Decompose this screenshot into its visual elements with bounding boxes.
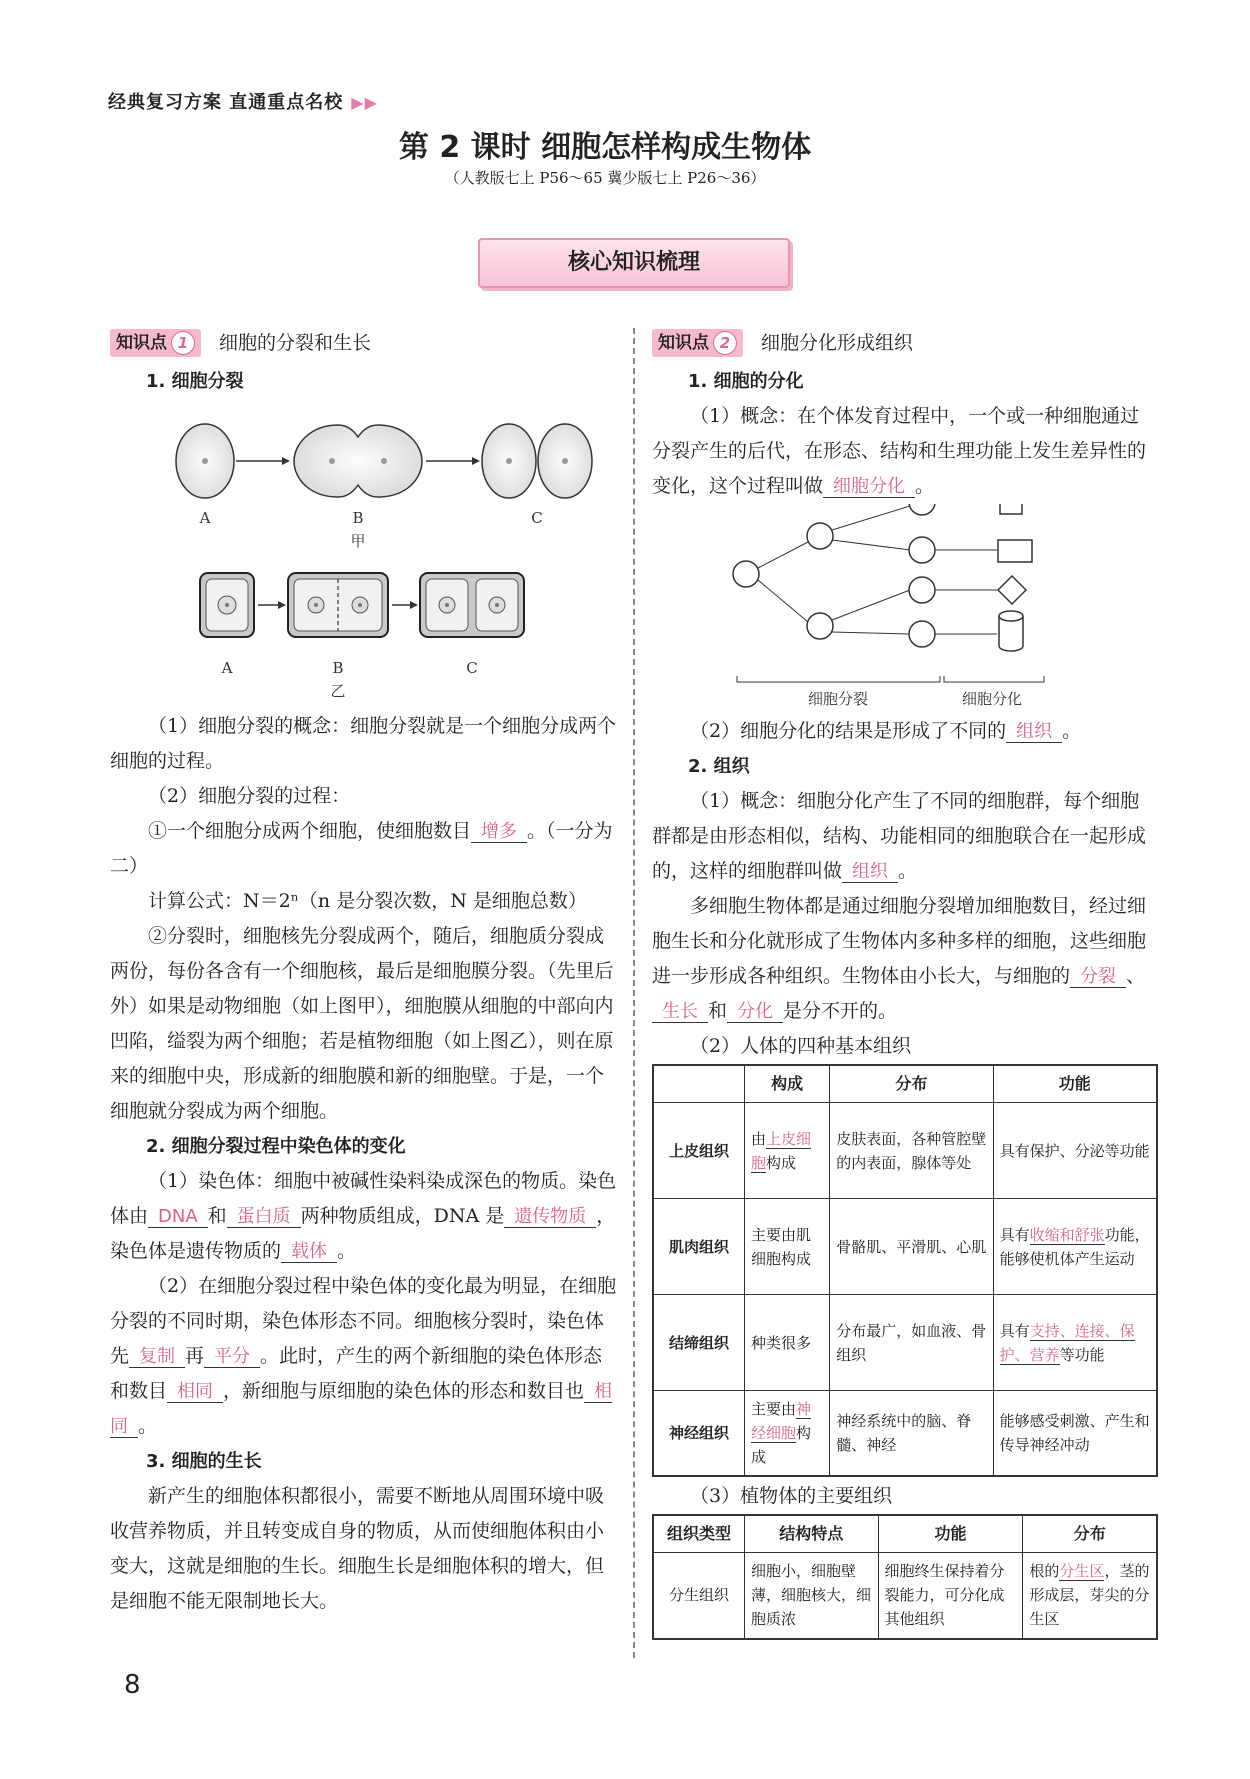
human-tissue-table bbox=[652, 1064, 1158, 1477]
para-chromosome-change bbox=[110, 1269, 618, 1444]
knowledge-point-2 bbox=[652, 326, 1158, 360]
text: 。此时，产生的两个新细胞的染色体形态和数目 bbox=[110, 1345, 603, 1402]
table-row bbox=[653, 1103, 1157, 1199]
tissue-name: 结缔组织 bbox=[653, 1295, 745, 1391]
left-column bbox=[110, 326, 618, 1619]
text: ①一个细胞分成两个细胞，使细胞数目 bbox=[148, 820, 472, 842]
label-c-top: C bbox=[531, 509, 543, 527]
para-tissue-concept bbox=[652, 784, 1158, 889]
table-header: 分布 bbox=[1023, 1515, 1157, 1553]
answer-differentiation: 分化 bbox=[727, 1001, 783, 1023]
label-c-bottom: C bbox=[466, 659, 478, 677]
answer: 上皮细胞 bbox=[751, 1129, 812, 1172]
distribution-cell: 皮肤表面，各种管腔壁的内表面，腺体等处 bbox=[830, 1103, 993, 1199]
tissue-name: 肌肉组织 bbox=[653, 1199, 745, 1295]
answer-tissue-2: 组织 bbox=[842, 861, 898, 883]
para-division-process: （2）细胞分裂的过程： bbox=[148, 785, 351, 807]
text: 。（一分为二） bbox=[110, 820, 613, 877]
answer: 收缩和舒张 bbox=[1029, 1225, 1105, 1244]
text: 和 bbox=[207, 1205, 227, 1227]
text: 是分不开的。 bbox=[783, 1000, 898, 1022]
page-subtitle: （人教版七上 P56～65 冀少版七上 P26～36） bbox=[444, 169, 766, 187]
plant-tissue-table bbox=[652, 1514, 1158, 1640]
animal-cell-b bbox=[294, 425, 422, 497]
text: 根的 bbox=[1029, 1562, 1060, 1581]
composition-cell bbox=[745, 1391, 830, 1477]
kp-label: 知识点 bbox=[116, 333, 167, 353]
distribution-cell: 分布最广，如血液、骨组织 bbox=[830, 1295, 993, 1391]
answer-same-1: 相同 bbox=[167, 1381, 223, 1403]
text: 构成 bbox=[751, 1424, 812, 1466]
text: （1）概念：在个体发育过程中，一个或一种细胞通过分裂产生的后代，在形态、结构和生理功能上发生差异性的变化，这个过程叫做 bbox=[652, 405, 1147, 497]
text: 。 bbox=[1062, 720, 1082, 742]
text: 等功能 bbox=[1059, 1345, 1105, 1364]
label-cell-division: 细胞分裂 bbox=[807, 690, 869, 708]
composition-cell bbox=[745, 1199, 830, 1295]
table-row bbox=[653, 1199, 1157, 1295]
text: 多细胞生物体都是通过细胞分裂增加细胞数目，经过细胞生长和分化就形成了生物体内多种多样的细胞，这些细胞进一步形成各种组织。生物体由小长大，与细胞的 bbox=[652, 895, 1147, 987]
text: 两种物质组成，DNA 是 bbox=[300, 1205, 505, 1227]
kp-label: 知识点 bbox=[658, 333, 709, 353]
text: 由 bbox=[751, 1129, 767, 1148]
page-title: 第 2 课时 细胞怎样构成生物体 bbox=[398, 130, 812, 165]
answer-division: 分裂 bbox=[1070, 966, 1126, 988]
tissue-name: 分生组织 bbox=[653, 1553, 745, 1639]
answer-cell-differentiation: 细胞分化 bbox=[823, 476, 915, 498]
text: ，染色体是遗传物质的 bbox=[110, 1205, 616, 1262]
text: 。 bbox=[337, 1240, 357, 1262]
answer-same-2: 相同 bbox=[110, 1381, 613, 1437]
cell-division-figure bbox=[110, 399, 618, 709]
table-header: 功能 bbox=[993, 1065, 1157, 1103]
text: 具有保护、分泌等功能 bbox=[999, 1141, 1150, 1160]
table-header: 分布 bbox=[830, 1065, 993, 1103]
text: 能够感受刺激、产生和传导神经冲动 bbox=[999, 1412, 1150, 1454]
text: 再 bbox=[185, 1345, 205, 1367]
structure-cell: 细胞小，细胞壁薄，细胞核大，细胞质浓 bbox=[745, 1553, 879, 1639]
label-a-top: A bbox=[199, 509, 211, 527]
composition-cell bbox=[745, 1103, 830, 1199]
text: 具有 bbox=[999, 1321, 1030, 1340]
table1-caption: （2）人体的四种基本组织 bbox=[690, 1035, 912, 1057]
double-arrow-icon: ▶▶ bbox=[351, 93, 378, 112]
para-multicellular bbox=[652, 889, 1158, 1029]
text: 主要由 bbox=[751, 1400, 797, 1418]
table-header: 构成 bbox=[745, 1065, 830, 1103]
function-cell: 细胞终生保持着分裂能力，可分化成其他组织 bbox=[878, 1553, 1023, 1639]
text: （1）概念：细胞分化产生了不同的细胞群，每个细胞群都是由形态相似，结构、功能相同的细胞联合在一起形成的，这样的细胞群叫做 bbox=[652, 790, 1147, 882]
answer-genetic-material: 遗传物质 bbox=[504, 1206, 596, 1228]
function-cell bbox=[993, 1391, 1157, 1477]
para-cell-growth: 新产生的细胞体积都很小，需要不断地从周围环境中吸收营养物质，并且转变成自身的物质，从而使细胞体积由小变大，这就是细胞的生长。细胞生长是细胞体积的增大，但是细胞不能无限制地长大。 bbox=[110, 1485, 605, 1612]
function-cell bbox=[993, 1295, 1157, 1391]
text: 和 bbox=[708, 1000, 728, 1022]
running-header bbox=[108, 88, 378, 114]
differentiation-figure bbox=[652, 504, 1158, 714]
tissue-name: 神经组织 bbox=[653, 1391, 745, 1477]
heading-cell-growth: 3. 细胞的生长 bbox=[146, 1451, 262, 1472]
answer-protein: 蛋白质 bbox=[227, 1206, 301, 1228]
section-banner: 核心知识梳理 bbox=[478, 238, 790, 288]
answer-tissue-1: 组织 bbox=[1006, 721, 1062, 743]
table-row bbox=[653, 1391, 1157, 1477]
text: 、 bbox=[1126, 965, 1146, 987]
text: ，茎的形成层，芽尖的分生区 bbox=[1029, 1562, 1150, 1629]
composition-cell bbox=[745, 1295, 830, 1391]
text: 。 bbox=[138, 1415, 158, 1437]
para-diff-concept bbox=[652, 399, 1158, 504]
para-division-step2: ②分裂时，细胞核先分裂成两个，随后，细胞质分裂成两份，每份各含有一个细胞核，最后是细胞膜分裂。（先里后外）如果是动物细胞（如上图甲），细胞膜从细胞的中部向内凹陷，缢裂为两个细胞；若是植物细胞（如上图乙），则在原来的细胞中央，形成新的细胞膜和新的细胞壁。于是，一个细胞就分裂成为两个细胞。 bbox=[110, 925, 614, 1122]
text: 。 bbox=[898, 860, 918, 882]
text: 种类很多 bbox=[751, 1333, 812, 1352]
table-header: 功能 bbox=[878, 1515, 1023, 1553]
table-header bbox=[653, 1065, 745, 1103]
table-row bbox=[653, 1553, 1157, 1639]
label-yi: 乙 bbox=[330, 682, 346, 700]
label-a-bottom: A bbox=[221, 659, 233, 677]
answer-copy: 复制 bbox=[129, 1346, 185, 1368]
heading-tissue: 2. 组织 bbox=[688, 756, 750, 777]
para-chromosome bbox=[110, 1164, 618, 1269]
label-cell-differentiation: 细胞分化 bbox=[961, 690, 1023, 708]
text: 主要由肌细胞构成 bbox=[751, 1225, 812, 1268]
function-cell bbox=[993, 1199, 1157, 1295]
distribution-cell bbox=[1023, 1553, 1157, 1639]
page-number: 8 bbox=[124, 1670, 141, 1700]
table-header: 结构特点 bbox=[745, 1515, 879, 1553]
label-jia: 甲 bbox=[350, 532, 366, 550]
distribution-cell: 骨骼肌、平滑肌、心肌 bbox=[830, 1199, 993, 1295]
label-b-top: B bbox=[352, 509, 364, 527]
series-name: 经典复习方案 直通重点名校 bbox=[108, 92, 344, 113]
heading-chromosome: 2. 细胞分裂过程中染色体的变化 bbox=[146, 1136, 406, 1157]
column-divider bbox=[633, 328, 635, 1658]
answer-growth: 生长 bbox=[652, 1001, 708, 1023]
heading-cell-division: 1. 细胞分裂 bbox=[146, 371, 244, 392]
para-formula: 计算公式：N＝2ⁿ（n 是分裂次数，N 是细胞总数） bbox=[148, 890, 587, 912]
answer-split: 平分 bbox=[204, 1346, 260, 1368]
tissue-name: 上皮组织 bbox=[653, 1103, 745, 1199]
text: （1）染色体：细胞中被碱性染料染成深色的物质。染色体由 bbox=[110, 1170, 617, 1227]
text: 。 bbox=[915, 475, 935, 497]
table-row bbox=[653, 1295, 1157, 1391]
table-header: 组织类型 bbox=[653, 1515, 745, 1553]
text: （2）细胞分化的结果是形成了不同的 bbox=[690, 720, 1007, 742]
text: （2）在细胞分裂过程中染色体的变化最为明显，在细胞分裂的不同时期，染色体形态不同。细胞核分裂时，染色体先 bbox=[110, 1275, 617, 1367]
answer: 支持、连接、保护、营养 bbox=[999, 1321, 1135, 1364]
text: ，新细胞与原细胞的染色体的形态和数目也 bbox=[223, 1380, 585, 1402]
table-header-row bbox=[653, 1515, 1157, 1553]
para-diff-result bbox=[652, 714, 1158, 749]
kp-number: 2 bbox=[713, 331, 737, 355]
function-cell bbox=[993, 1103, 1157, 1199]
heading-differentiation: 1. 细胞的分化 bbox=[688, 371, 804, 392]
text: 功能，能够使机体产生运动 bbox=[999, 1225, 1150, 1268]
kp-badge bbox=[652, 329, 743, 357]
answer-carrier: 载体 bbox=[281, 1241, 337, 1263]
answer-dna: DNA bbox=[148, 1206, 208, 1228]
answer-meristem-zone: 分生区 bbox=[1059, 1562, 1105, 1581]
para-division-step1 bbox=[110, 814, 618, 884]
answer: 神经细胞 bbox=[751, 1400, 812, 1442]
knowledge-point-1 bbox=[110, 326, 618, 360]
distribution-cell: 神经系统中的脑、脊髓、神经 bbox=[830, 1391, 993, 1477]
answer-increase: 增多 bbox=[471, 821, 527, 843]
kp-number: 1 bbox=[171, 331, 195, 355]
kp-badge bbox=[110, 329, 201, 357]
right-column bbox=[652, 326, 1158, 1640]
text: 构成 bbox=[766, 1153, 797, 1172]
text: 具有 bbox=[999, 1225, 1030, 1244]
table2-caption: （3）植物体的主要组织 bbox=[690, 1485, 893, 1507]
para-division-concept: （1）细胞分裂的概念：细胞分裂就是一个细胞分成两个细胞的过程。 bbox=[110, 715, 617, 772]
table-header-row bbox=[653, 1065, 1157, 1103]
kp-title: 细胞的分裂和生长 bbox=[219, 331, 372, 354]
label-b-bottom: B bbox=[332, 659, 344, 677]
kp-title: 细胞分化形成组织 bbox=[761, 331, 914, 354]
